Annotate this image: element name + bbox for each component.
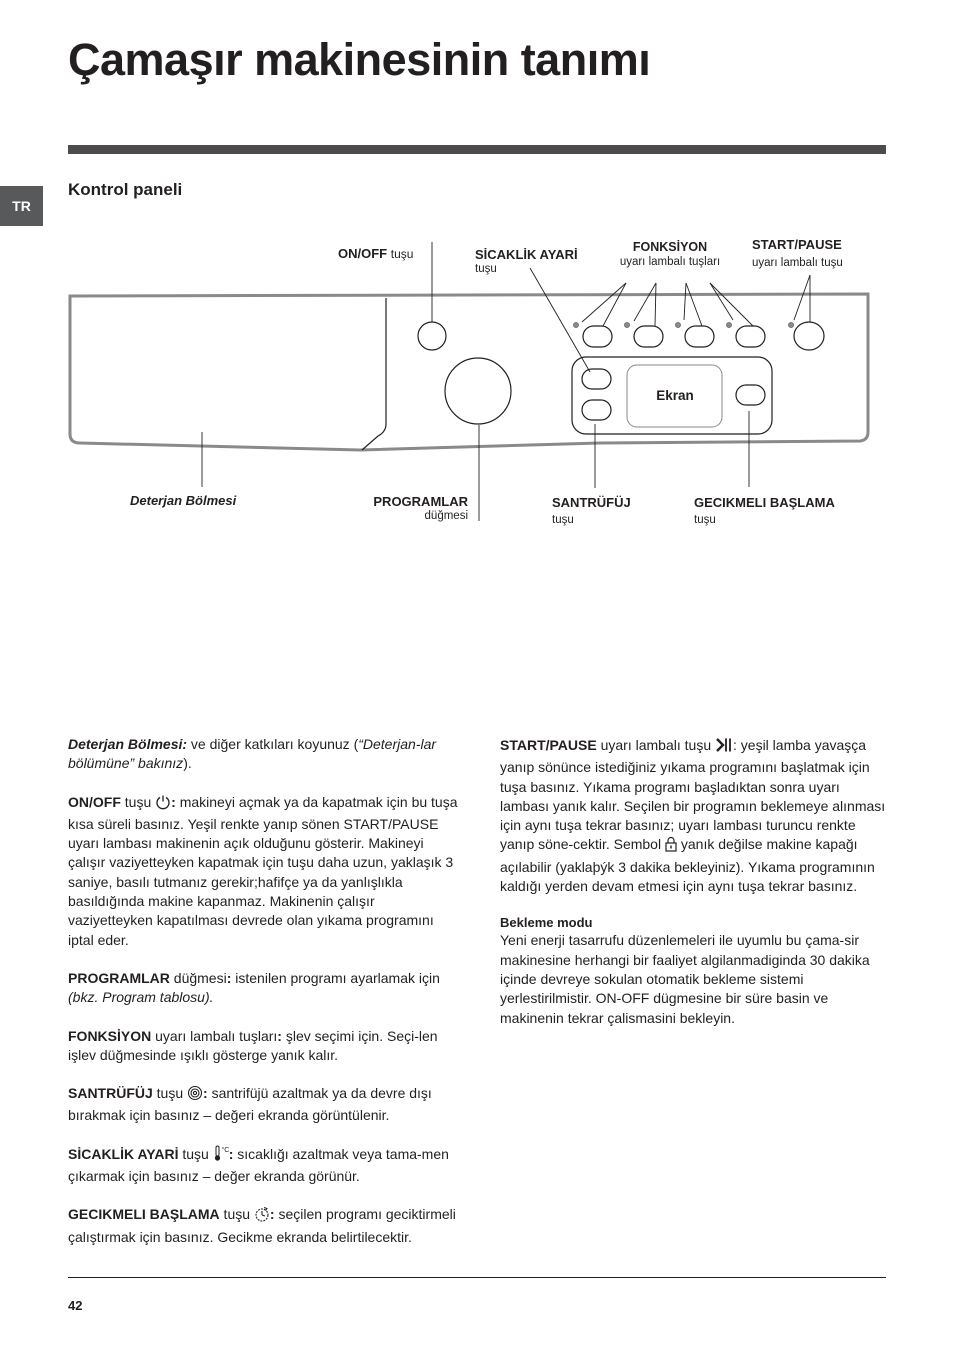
page-title: Çamaşır makinesinin tanımı: [68, 34, 651, 85]
label-sicaklik: SİCAKLİK AYARİ tuşu: [475, 247, 578, 275]
footer-rule: [68, 1277, 886, 1278]
right-column: [500, 736, 888, 1047]
para-gecikmeli: GECIKMELI BAŞLAMA tuşu : seçilen programı geciktirmeli çalıştırmak için basınız. Gecikme ekranda belirtilecektir.: [68, 1206, 456, 1245]
thermometer-icon: [213, 1145, 229, 1167]
left-column: [68, 735, 460, 1266]
label-gecikmeli: GECIKMELI BAŞLAMA tuşu: [694, 495, 835, 526]
timer-icon: [254, 1206, 270, 1227]
control-panel-diagram: [0, 230, 954, 540]
para-onoff: ON/OFF tuşu : makineyi açmak ya da kapatmak için bu tuşa kısa süreli basınız. Yeşil renkte yanıp sönen START/PAUSE uyarı lambası makinenin açık olduğunu gösterir. Makineyi çalışır vaziyetteyken kapatmak için tuşu daha uzun, yaklaşık 3 saniye, basılı tutmanız gerekir;hafifçe ya da yanlışlıkla basıldığında makine kapanmaz. Makinenin çalışır vaziyetteyken kapatılması devrede olan yıkama programını iptal eder.: [68, 793, 458, 948]
label-fonksiyon: FONKSİYON uyarı lambalı tuşları: [619, 240, 721, 268]
section-heading: Kontrol paneli: [68, 180, 183, 199]
page-number: 42: [68, 1298, 83, 1313]
para-startpause: START/PAUSE uyarı lambalı tuşu : yeşil lamba yavaşça yanıp sönünce istediğiniz yıkama programını başlatmak için tuşa basınız. Yıkama programı başladıktan sonra uyarı lambası yanık kalır. Seçilen bir programın beklemeye alınması için aynı tuşa tekrar basınız; uyarı lambası turuncu renkte yanıp söne-cektir. Sembol yanık değilse makine kapağı açılabilir (yaklaþýk 3 dakika bekleyiniz). Yıkama programının kaldığı yerden devam etmesi için aynı tuşa tekrar basınız.: [500, 737, 886, 895]
onoff-button: [418, 322, 446, 350]
para-bekleme: Yeni enerji tasarrufu düzenlemeleri ile uyumlu bu çama-sir makinesine herhangi bir faaliyet algilanmadiginda 30 dakika içinde devreye sokulan otomatik bekleme sistemi yerlestirilmistir. ON-OFF dügmesine bir süre basin ve makinenin tekrar çalismasini bekleyin.: [500, 932, 870, 1026]
label-programlar: PROGRAMLAR düğmesi: [373, 494, 468, 522]
label-onoff: ON/OFF tuşu: [338, 246, 414, 261]
label-santrufuj: SANTRÜFÜJ tuşu: [552, 495, 631, 526]
svg-text:°C: °C: [221, 1146, 229, 1154]
para-santrufuj: SANTRÜFÜJ tuşu : santrifüjü azaltmak ya da devre dışı bırakmak için basınız – değeri ekranda görüntülenir.: [68, 1085, 432, 1124]
label-deterjan: Deterjan Bölmesi: [130, 493, 237, 508]
standby-heading: Bekleme modu: [500, 915, 593, 931]
language-tab: TR: [0, 186, 43, 226]
program-knob: [445, 358, 511, 424]
power-icon: [155, 794, 171, 815]
para-fonksiyon: FONKSİYON uyarı lambalı tuşları: şlev seçimi için. Seçi-len işlev düğmesinde ışıklı gösterge yanık kalır.: [68, 1027, 438, 1063]
header-rule: [68, 145, 886, 154]
para-programlar: PROGRAMLAR düğmesi: istenilen programı ayarlamak için (bkz. Program tablosu).: [68, 969, 440, 1006]
spin-icon: [187, 1085, 203, 1106]
para-deterjan: Deterjan Bölmesi: ve diğer katkıları koyunuz (“Deterjan-lar bölümüne” bakınız).: [68, 736, 437, 772]
display-label: Ekran: [656, 388, 694, 403]
lock-icon: [665, 836, 677, 857]
start-pause-icon: [715, 737, 733, 758]
label-startpause: START/PAUSE uyarı lambalı tuşu: [752, 237, 843, 269]
para-sicaklik: SİCAKLİK AYARİ tuşu °C : sıcaklığı azaltmak veya tama-men çıkarmak için basınız – değer ekranda görünür.: [68, 1145, 449, 1185]
